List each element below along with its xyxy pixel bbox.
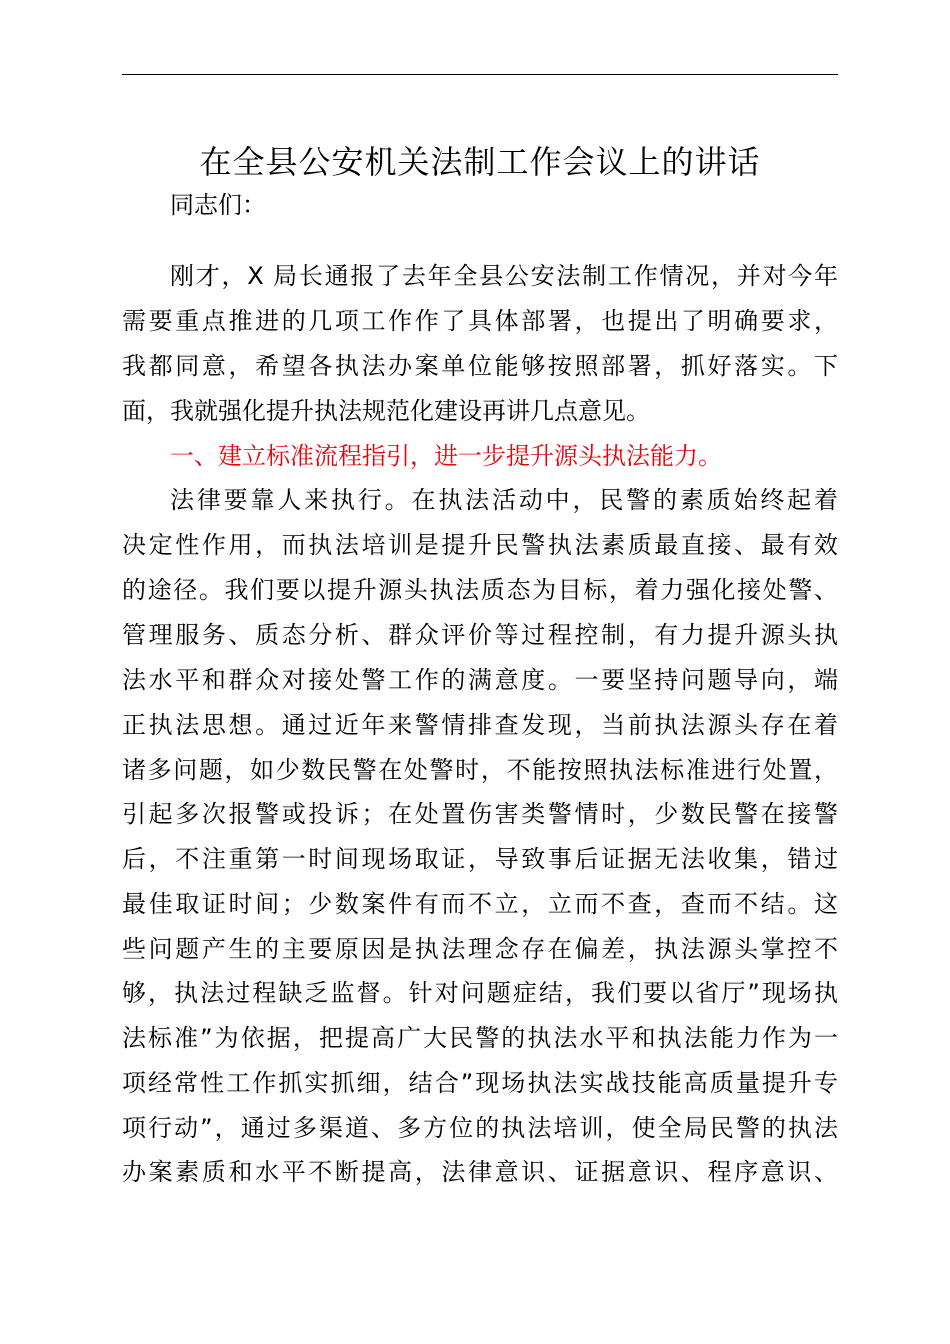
paragraph-line: 决定性作用，而执法培训是提升民警执法素质最直接、最有效: [122, 531, 838, 559]
document-title: 在全县公安机关法制工作会议上的讲话: [199, 143, 761, 181]
paragraph-line: 些问题产生的主要原因是执法理念存在偏差，执法源头掌控不: [122, 935, 838, 963]
paragraph-line: 我都同意，希望各执法办案单位能够按照部署，抓好落实。下: [122, 352, 838, 380]
paragraph-line: 够，执法过程缺乏监督。针对问题症结，我们要以省厅”现场执: [122, 979, 838, 1007]
header-rule: [122, 74, 838, 75]
paragraph-line: 法标准”为依据，把提高广大民警的执法水平和执法能力作为一: [122, 1024, 838, 1052]
paragraph-line: 需要重点推进的几项工作作了具体部署，也提出了明确要求，: [122, 307, 838, 335]
paragraph-line: 后，不注重第一时间现场取证，导致事后证据无法收集，错过: [122, 845, 838, 873]
paragraph-line: 正执法思想。通过近年来警情排查发现，当前执法源头存在着: [122, 711, 838, 739]
paragraph-line: 法水平和群众对接处警工作的满意度。一要坚持问题导向，端: [122, 666, 838, 694]
paragraph-line: 刚才，X 局长通报了去年全县公安法制工作情况，并对今年: [170, 262, 838, 290]
paragraph-line: 诸多问题，如少数民警在处警时，不能按照执法标准进行处置，: [122, 756, 838, 784]
paragraph-line: 面，我就强化提升执法规范化建设再讲几点意见。: [122, 397, 650, 425]
paragraph-line: 引起多次报警或投诉；在处置伤害类警情时，少数民警在接警: [122, 800, 838, 828]
paragraph-line: 项行动”，通过多渠道、多方位的执法培训，使全局民警的执法: [122, 1114, 838, 1142]
paragraph-line: 管理服务、质态分析、群众评价等过程控制，有力提升源头执: [122, 621, 838, 649]
paragraph-line: 最佳取证时间；少数案件有而不立，立而不查，查而不结。这: [122, 890, 838, 918]
paragraph-line: 办案素质和水平不断提高，法律意识、证据意识、程序意识、: [122, 1158, 838, 1186]
paragraph-line: 项经常性工作抓实抓细，结合”现场执法实战技能高质量提升专: [122, 1069, 838, 1097]
paragraph-line: 法律要靠人来执行。在执法活动中，民警的素质始终起着: [170, 486, 838, 514]
paragraph-line: 的途径。我们要以提升源头执法质态为目标，着力强化接处警、: [122, 576, 838, 604]
section-heading: 一、建立标准流程指引，进一步提升源头执法能力。: [170, 442, 722, 470]
greeting: 同志们：: [170, 191, 266, 219]
